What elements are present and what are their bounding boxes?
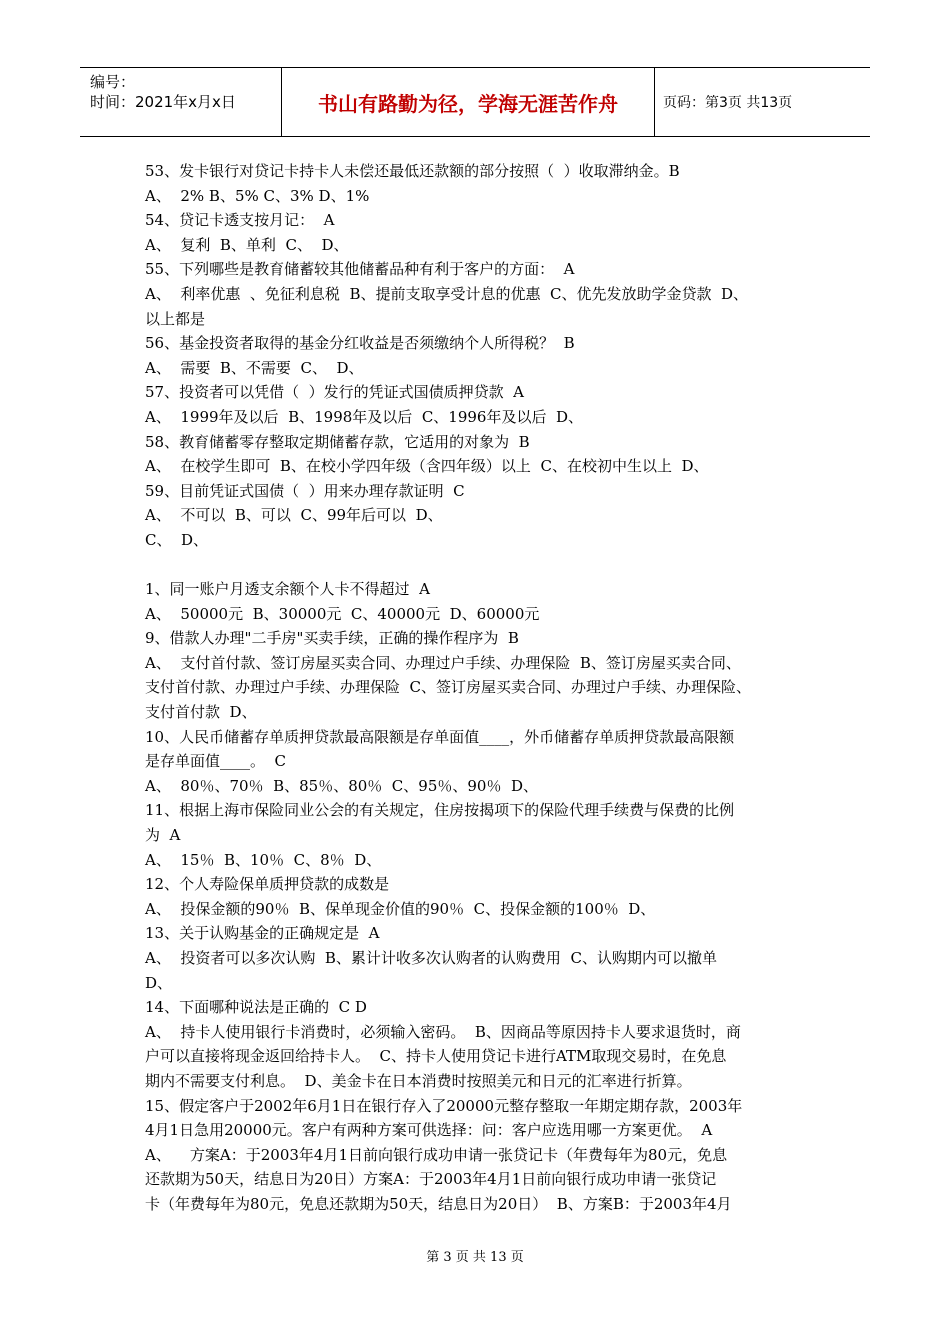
question-line: 13、关于认购基金的正确规定是 A (145, 924, 380, 943)
question-line: 58、教育储蓄零存整取定期储蓄存款，它适用的对象为 B (145, 432, 530, 451)
blank-line (145, 553, 817, 578)
question-line: D、 (145, 973, 173, 992)
question-line: 1、同一账户月透支余额个人卡不得超过 A (145, 580, 430, 599)
question-line: A、 1999年及以后 B、1998年及以后 C、1996年及以后 D、 (145, 407, 584, 426)
question-line: 为 A (145, 826, 181, 845)
question-line: A、 投保金额的90％ B、保单现金价值的90％ C、投保金额的100％ D、 (145, 899, 656, 918)
page-header (80, 67, 870, 137)
question-line: 59、目前凭证式国债（ ）用来办理存款证明 C (145, 481, 465, 500)
question-line: A、 2% B、5% C、3% D、1% (145, 186, 370, 205)
question-line: 12、个人寿险保单质押贷款的成数是 (145, 875, 390, 894)
question-line: A、 80％、70％ B、85％、80％ C、95％、90％ D、 (145, 776, 539, 795)
document-number-label: 编号： (90, 73, 136, 91)
question-line: A、 需要 B、不需要 C、 D、 (145, 358, 364, 377)
question-line: 卡（年费每年为80元，免息还款期为50天，结息日为20日） B、方案B：于2003年4月 (145, 1194, 732, 1213)
page-footer: 第 3 页 共 13 页 (426, 1250, 524, 1265)
header-meta (80, 68, 282, 136)
question-line: A、 支付首付款、签订房屋买卖合同、办理过户手续、办理保险 B、签订房屋买卖合同、 (145, 653, 741, 672)
question-line: A、 复利 B、单利 C、 D、 (145, 235, 349, 254)
question-line: A、 利率优惠 、免征利息税 B、提前支取享受计息的优惠 C、优先发放助学金贷款 D、 (145, 284, 749, 303)
question-line: 支付首付款、办理过户手续、办理保险 C、签订房屋买卖合同、办理过户手续、办理保险、 (145, 678, 752, 697)
question-line: A、 投资者可以多次认购 B、累计计收多次认购者的认购费用 C、认购期内可以撤单 (145, 949, 717, 967)
header-motto: 书山有路勤为径，学海无涯苦作舟 (282, 68, 655, 136)
question-line: 户可以直接将现金返回给持卡人。 C、持卡人使用贷记卡进行ATM取现交易时，在免息 (145, 1047, 727, 1066)
question-line: 57、投资者可以凭借（ ）发行的凭证式国债质押贷款 A (145, 383, 524, 402)
question-line: 14、下面哪种说法是正确的 C D (145, 998, 367, 1017)
question-line: A、 方案A：于2003年4月1日前向银行成功申请一张贷记卡（年费每年为80元，免息 (145, 1145, 728, 1164)
question-line: 还款期为50天，结息日为20日）方案A：于2003年4月1日前向银行成功申请一张贷记 (145, 1170, 717, 1189)
document-date-label: 时间：2021年x月x日 (90, 93, 236, 111)
question-line: 53、发卡银行对贷记卡持卡人未偿还最低还款额的部分按照（ ）收取滞纳金。B (145, 162, 680, 180)
question-line: 11、根据上海市保险同业公会的有关规定，住房按揭项下的保险代理手续费与保费的比例 (145, 801, 735, 820)
question-line: 是存单面值____。 C (145, 752, 287, 771)
question-line: A、 不可以 B、可以 C、99年后可以 D、 (145, 506, 443, 525)
question-line: 以上都是 (145, 309, 206, 328)
question-line: 支付首付款 D、 (145, 703, 257, 722)
question-line: A、 15％ B、10％ C、8％ D、 (145, 850, 382, 869)
question-line: 15、假定客户于2002年6月1日在银行存入了20000元整存整取一年期定期存款，2003年 (145, 1096, 743, 1115)
question-line: 10、人民币储蓄存单质押贷款最高限额是存单面值____，外币储蓄存单质押贷款最高限额 (145, 727, 735, 746)
question-line: 56、基金投资者取得的基金分红收益是否须缴纳个人所得税？ B (145, 334, 575, 353)
question-line: 4月1日急用20000元。客户有两种方案可供选择：问：客户应选用哪一方案更优。 A (145, 1121, 713, 1140)
header-page-info: 页码：第3页 共13页 (663, 95, 793, 111)
question-line: 54、贷记卡透支按月记： A (145, 211, 335, 230)
question-list (145, 159, 817, 1217)
question-line: A、 持卡人使用银行卡消费时，必须输入密码。 B、因商品等原因持卡人要求退货时，商 (145, 1022, 741, 1041)
question-line: 9、借款人办理"二手房"买卖手续，正确的操作程序为 B (145, 629, 519, 648)
question-line: A、 50000元 B、30000元 C、40000元 D、60000元 (145, 604, 540, 623)
question-line: 55、下列哪些是教育储蓄较其他储蓄品种有利于客户的方面： A (145, 260, 575, 279)
question-line: C、 D、 (145, 530, 209, 549)
question-line: A、 在校学生即可 B、在校小学四年级（含四年级）以上 C、在校初中生以上 D、 (145, 457, 709, 476)
question-line: 期内不需要支付利息。 D、美金卡在日本消费时按照美元和日元的汇率进行折算。 (145, 1071, 692, 1090)
